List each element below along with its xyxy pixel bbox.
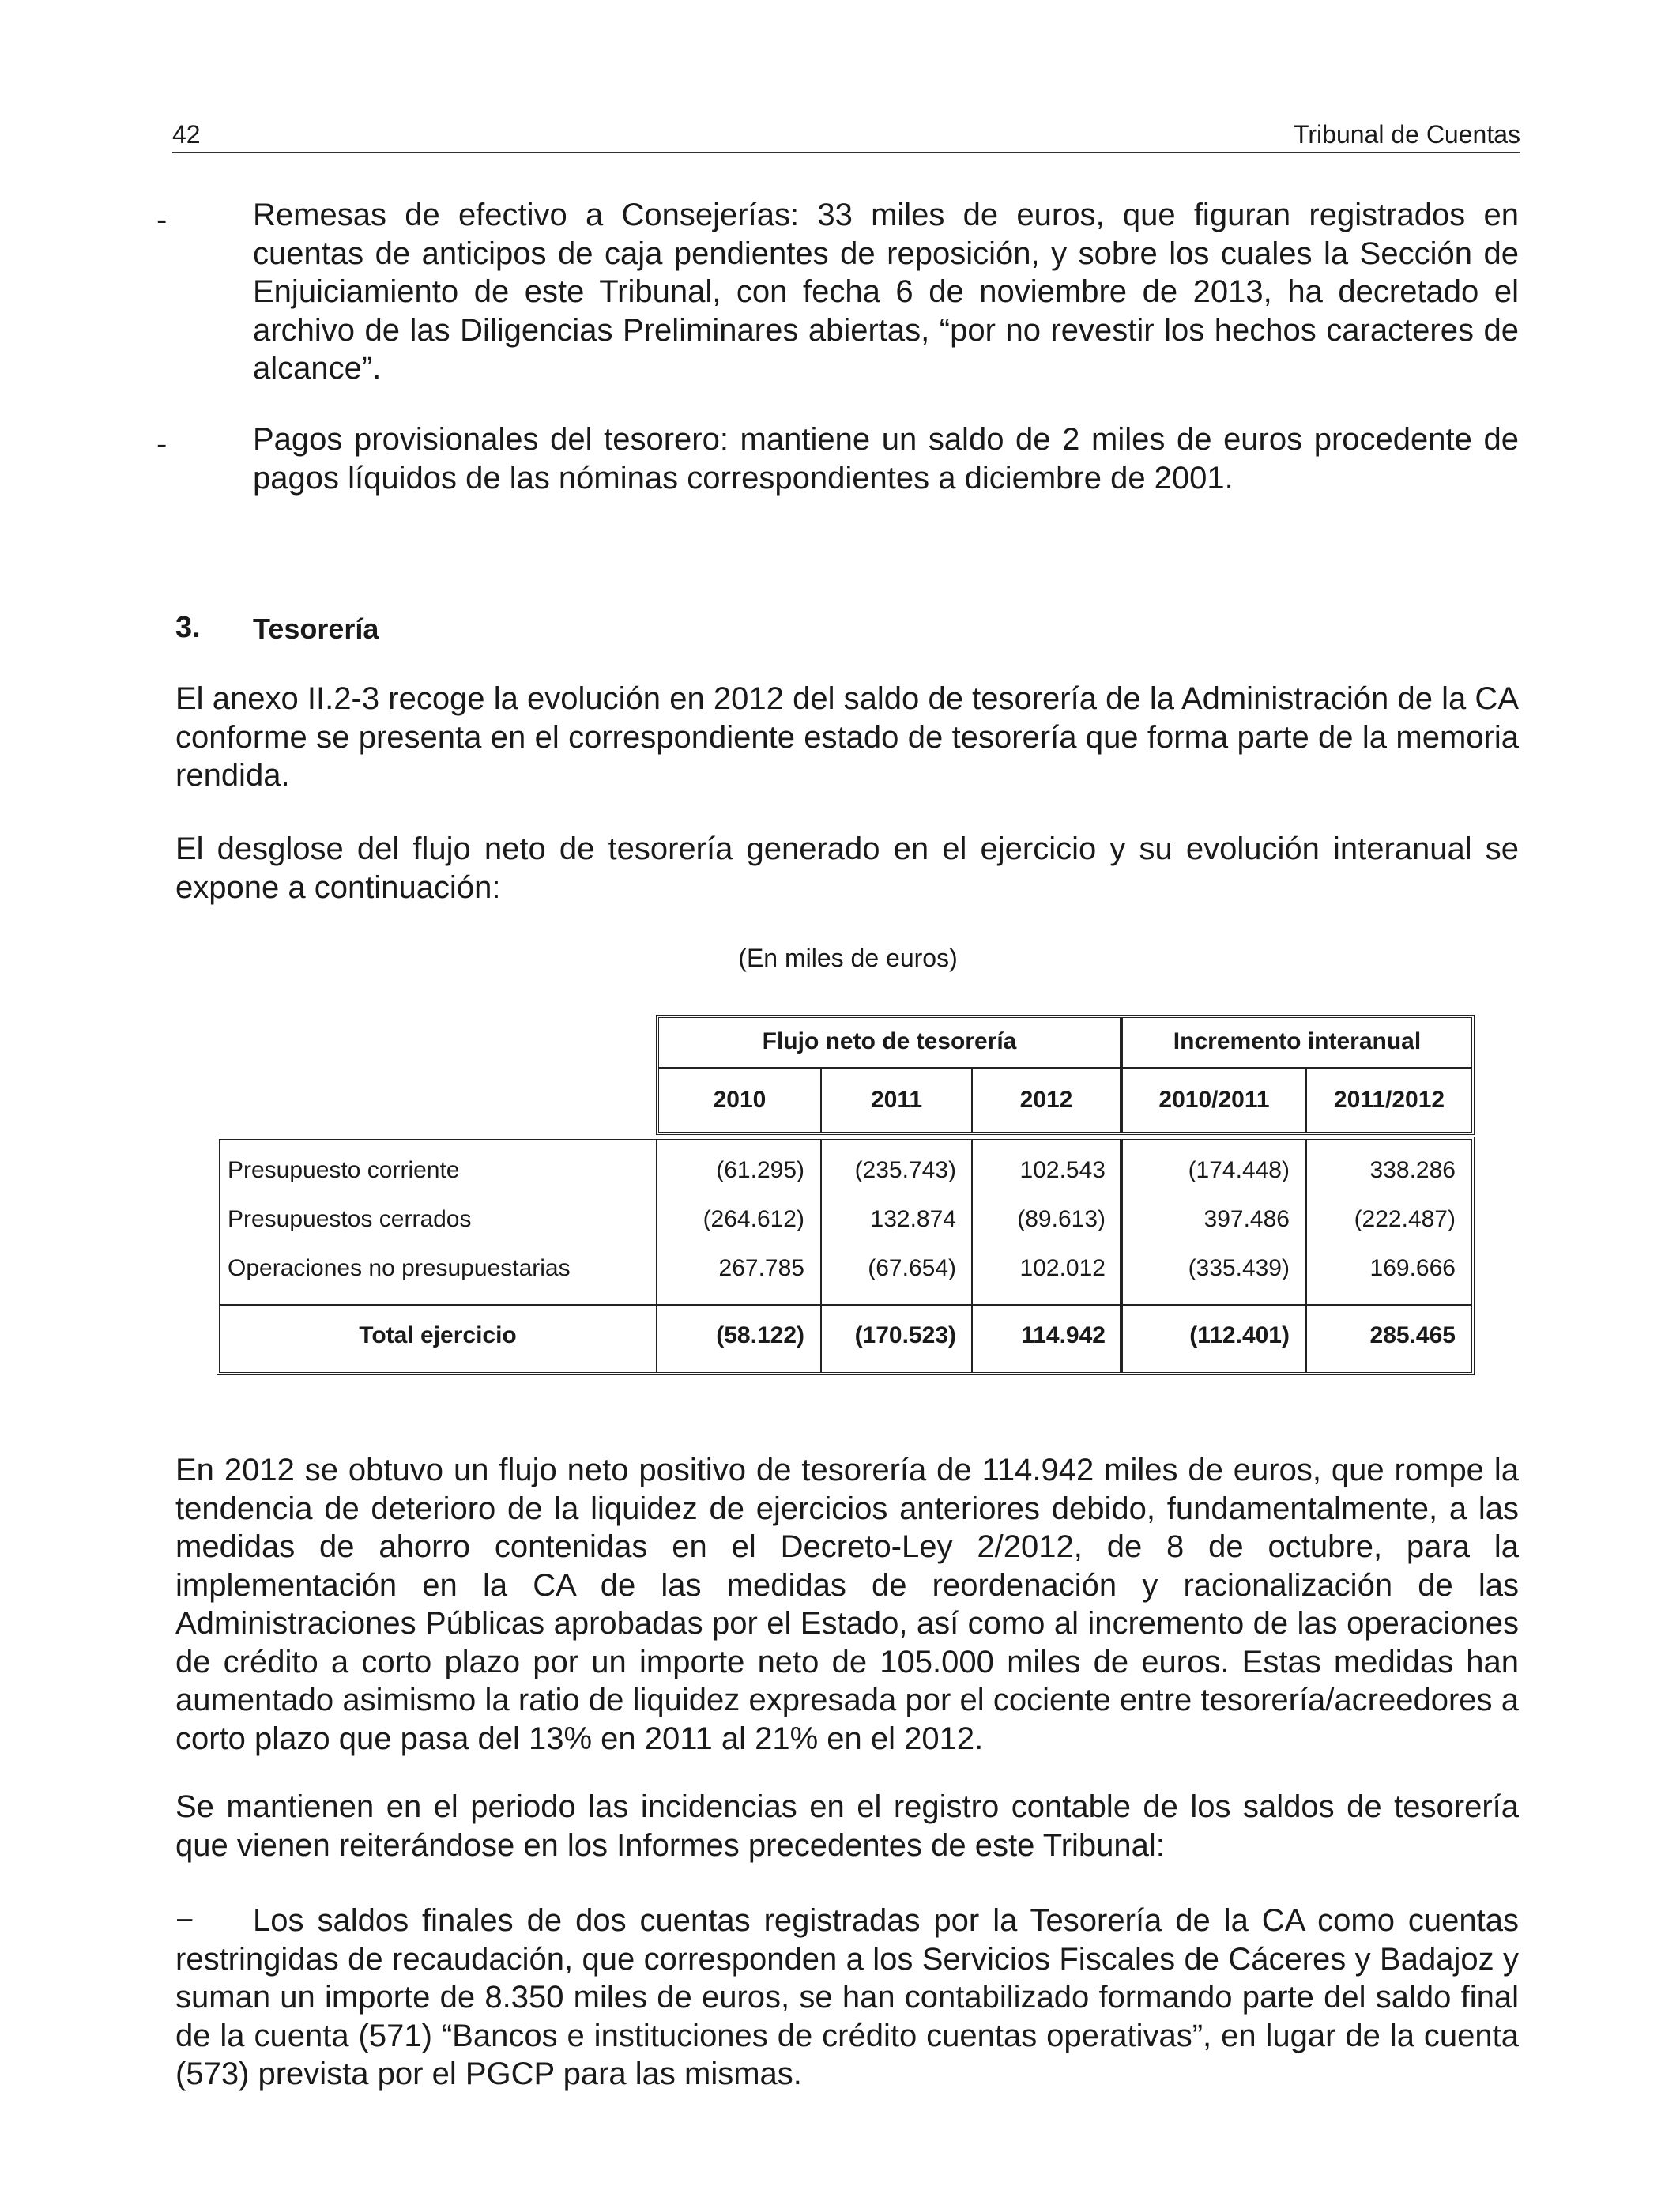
table-cell: 397.486 — [1203, 1206, 1290, 1232]
paragraph-flujo-2012: En 2012 se obtuvo un flujo neto positivo de tesorería de 114.942 miles de euros, que rompe la tendencia de deterioro de la liquidez de ejercicios anteriores debido, fundamentalmente, a las medidas de ahorro contenidas en el Decreto-Ley 2/2012, de 8 de octubre, para la implementación en la CA de las medidas de reordenación y racionalización de las Administraciones Públicas aprobadas por el Estado, así como al incremento de las operaciones de crédito a corto plazo por un importe neto de 105.000 miles de euros. Estas medidas han aumentado asimismo la ratio de liquidez expresada por el cociente entre tesorería/acreedores a corto plazo que pasa del 13% en 2011 al 21% en el 2012. — [175, 1453, 1519, 1756]
paragraph-anexo: El anexo II.2-3 recoge la evolución en 2012 del saldo de tesorería de la Administración de la CA conforme se presenta en el correspondiente estado de tesorería que forma parte de la memoria rendida. — [175, 681, 1519, 793]
row-label-total-ejercicio: Total ejercicio — [359, 1322, 517, 1348]
table-cell: (222.487) — [1354, 1206, 1456, 1232]
table-total-cell: (170.523) — [854, 1322, 956, 1348]
table-cell: (174.448) — [1188, 1157, 1290, 1183]
section-number: 3. — [175, 611, 201, 644]
row-label-presupuesto-corriente: Presupuesto corriente — [228, 1157, 460, 1183]
table-cell: (264.612) — [703, 1206, 804, 1232]
column-header-2011: 2011 — [870, 1087, 923, 1113]
table-cell: 102.543 — [1019, 1157, 1106, 1183]
table-cell: (61.295) — [716, 1157, 804, 1183]
paragraph-incidencias: Se mantienen en el periodo las incidencias en el registro contable de los saldos de tesorería que vienen reiterándose en los Informes precedentes de este Tribunal: — [175, 1789, 1519, 1863]
table-cell: 169.666 — [1369, 1255, 1456, 1281]
column-header-2012: 2012 — [1019, 1087, 1073, 1113]
table-cell: 132.874 — [870, 1206, 956, 1232]
table-units-caption: (En miles de euros) — [738, 944, 958, 972]
header-organization: Tribunal de Cuentas — [1294, 120, 1520, 149]
page-header — [172, 119, 1520, 153]
table-cell: (235.743) — [854, 1157, 956, 1183]
table-label-divider — [656, 1140, 657, 1372]
column-header-2010-2011: 2010/2011 — [1158, 1087, 1270, 1113]
column-header-2010: 2010 — [713, 1087, 767, 1113]
bullet-pagos-text: Pagos provisionales del tesorero: mantiene un saldo de 2 miles de euros procedente de pagos líquidos de las nóminas correspondientes a diciembre de 2001. — [253, 422, 1519, 496]
section-title: Tesorería — [253, 613, 379, 645]
table-cell: 338.286 — [1369, 1157, 1456, 1183]
table-total-divider — [220, 1304, 1471, 1306]
list-item-text: Los saldos finales de dos cuentas registradas por la Tesorería de la CA como cuentas restringidas de recaudación, que corresponden a los Servicios Fiscales de Cáceres y Badajoz y suman un importe de 8.350 miles de euros, se han contabilizado formando parte del saldo final de la cuenta (571) “Bancos e instituciones de crédito cuentas operativas”, en lugar de la cuenta (573) prevista por el PGCP para las mismas. — [175, 1903, 1519, 2091]
column-header-2011-2012: 2011/2012 — [1333, 1087, 1445, 1113]
bullet-marker: - — [156, 427, 168, 462]
table-cell: (67.654) — [868, 1255, 956, 1281]
table-cell: (89.613) — [1017, 1206, 1106, 1232]
list-item-marker: − — [175, 1903, 194, 1938]
table-total-cell: (112.401) — [1189, 1322, 1290, 1348]
table-total-cell: (58.122) — [716, 1322, 804, 1348]
table-cell: 102.012 — [1019, 1255, 1106, 1281]
table-total-cell: 285.465 — [1369, 1322, 1456, 1348]
bullet-remesas-text: Remesas de efectivo a Consejerías: 33 miles de euros, que figuran registrados en cuentas de anticipos de caja pendientes de reposición, y sobre los cuales la Sección de Enjuiciamiento de este Tribunal, con fecha 6 de noviembre de 2013, ha decretado el archivo de las Diligencias Preliminares abiertas, “por no revestir los hechos caracteres de alcance”. — [253, 198, 1519, 386]
table-cell: 267.785 — [718, 1255, 804, 1281]
list-item-saldos-finales — [175, 1902, 1519, 2094]
row-label-presupuestos-cerrados: Presupuestos cerrados — [228, 1206, 472, 1232]
table-header-divider — [659, 1067, 1471, 1069]
bullet-marker: - — [156, 202, 168, 237]
table-total-cell: 114.942 — [1021, 1322, 1106, 1348]
group-header-incremento: Incremento interanual — [1173, 1028, 1422, 1054]
table-cell: (335.439) — [1188, 1255, 1290, 1281]
group-header-flujo: Flujo neto de tesorería — [762, 1028, 1017, 1054]
page-number: 42 — [172, 120, 201, 149]
row-label-operaciones-no-presupuestarias: Operaciones no presupuestarias — [228, 1255, 571, 1281]
paragraph-desglose: El desglose del flujo neto de tesorería generado en el ejercicio y su evolución interanual se expone a continuación: — [175, 831, 1519, 905]
